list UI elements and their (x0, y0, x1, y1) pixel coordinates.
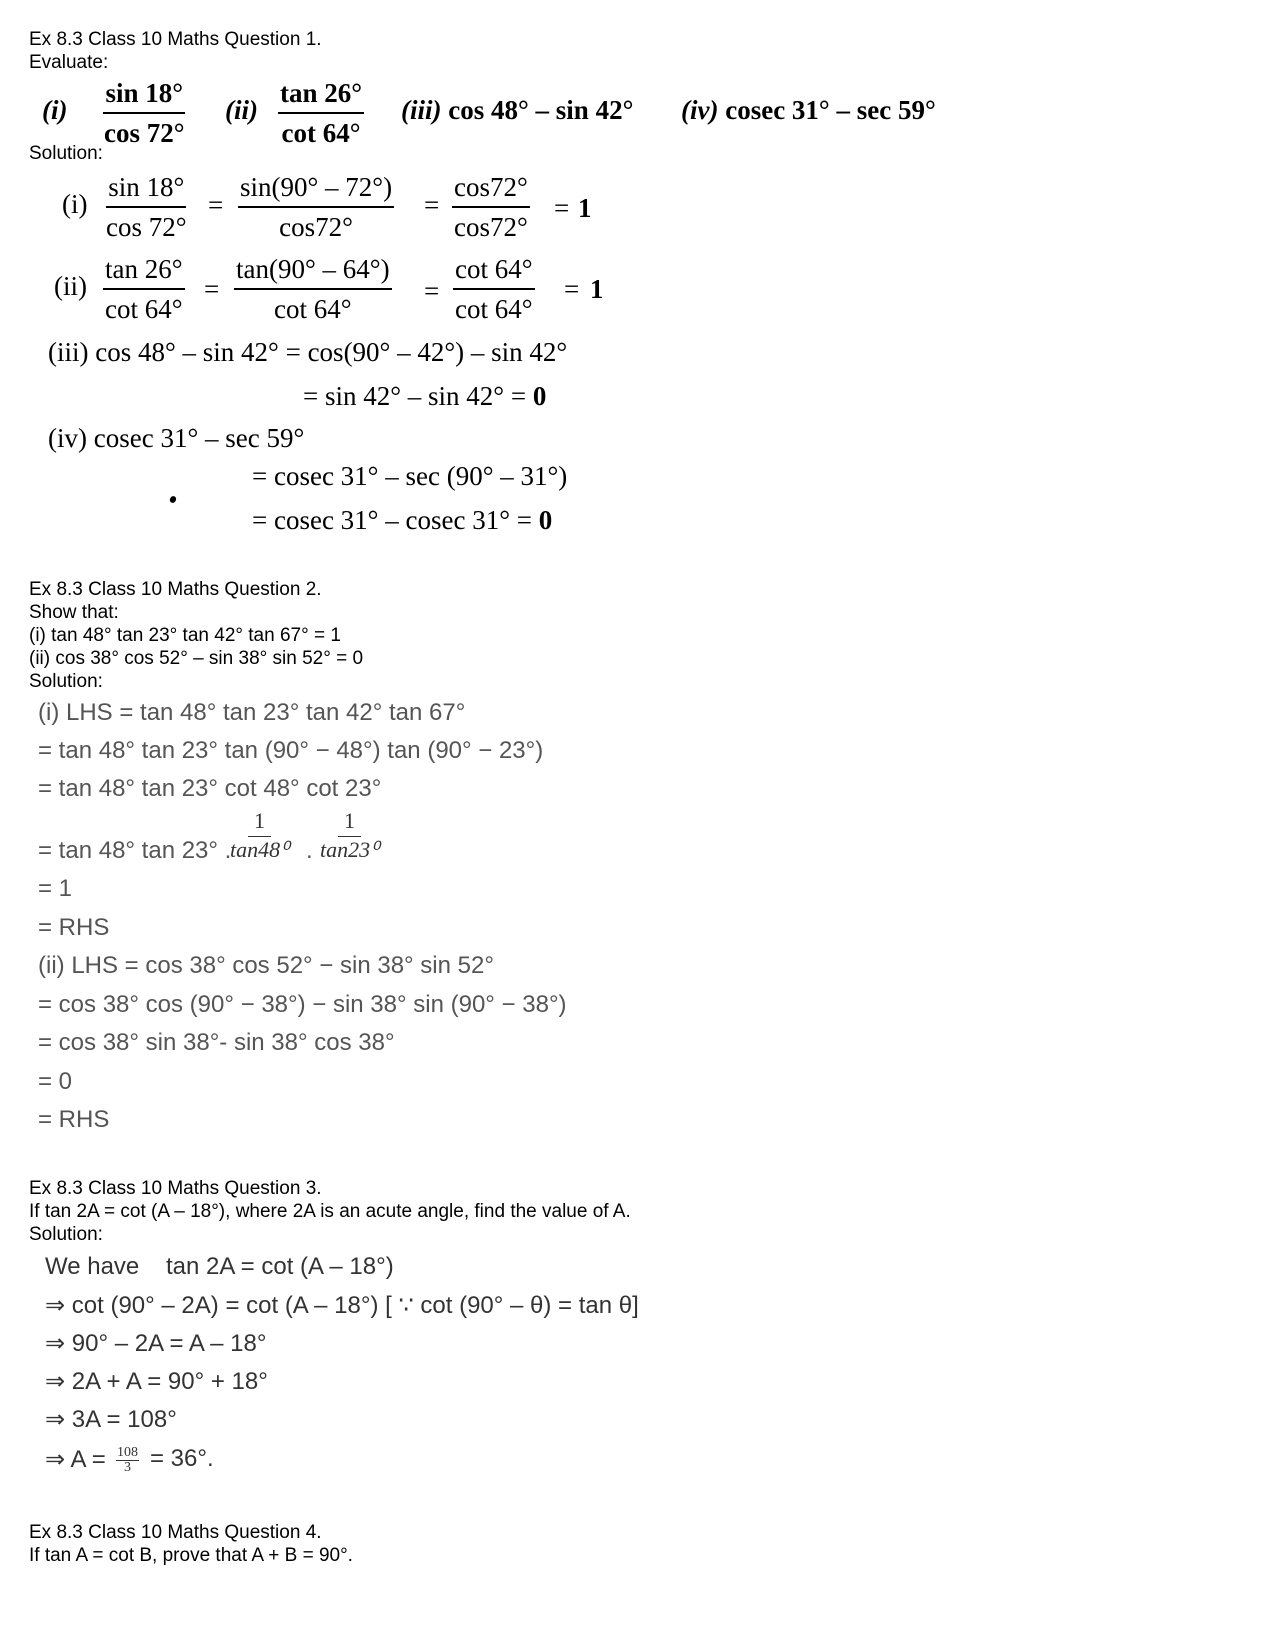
q2-frac-1-num: 1 (248, 808, 271, 837)
q2-prompt: Show that: (29, 602, 119, 623)
q1-part-ii-label: (ii) (225, 95, 258, 125)
q2-line-2: = tan 48° tan 23° tan (90° − 48°) tan (90° − 23°) (38, 737, 544, 764)
q2-frac-2 (314, 808, 385, 863)
q1-part-i-fraction (102, 78, 187, 149)
q1-sol-ii-frac2 (234, 254, 392, 325)
q1-part-i-label: (i) (42, 95, 68, 125)
q1-part-i-den: cos 72° (104, 118, 185, 148)
q1-sol-i-result: 1 (578, 193, 592, 223)
q1-sol-i-frac1-num: sin 18° (106, 172, 186, 208)
q1-sol-iii-label: (iii) (48, 337, 89, 367)
q1-sol-ii-eq2: = (424, 276, 440, 306)
q1-sol-iv-line3-text: = cosec 31° – cosec 31° = (252, 505, 532, 535)
q1-sol-i-frac2-num: sin(90° – 72°) (238, 172, 394, 208)
q1-sol-i-frac1 (104, 172, 189, 243)
q2-frac-1 (224, 808, 295, 863)
q1-part-ii-den: cot 64° (281, 118, 361, 148)
q1-sol-i-frac2 (238, 172, 394, 243)
q1-sol-iv-line2: = cosec 31° – sec (90° – 31°) (252, 461, 568, 491)
q1-part-iv-label: (iv) (681, 95, 719, 125)
q3-line-3: ⇒ 90° – 2A = A – 18° (45, 1330, 267, 1357)
q1-part-iii-expr: cos 48° – sin 42° (448, 95, 634, 125)
q2-frac-2-num: 1 (338, 808, 361, 837)
ink-speck (169, 495, 178, 504)
q3-solution-label: Solution: (29, 1224, 103, 1245)
q1-sol-i-frac3-num: cos72° (452, 172, 530, 208)
q2-frac-1-den: tan48⁰ (230, 837, 289, 862)
q2-part-i: (i) tan 48° tan 23° tan 42° tan 67° = 1 (29, 625, 341, 646)
q1-solution-label: Solution: (29, 143, 103, 164)
q1-part-iv (681, 95, 936, 126)
q3-line-6-suffix: = 36°. (150, 1445, 214, 1472)
q1-part-iv-expr: cosec 31° – sec 59° (725, 95, 936, 125)
q1-title: Ex 8.3 Class 10 Maths Question 1. (29, 29, 322, 50)
q3-frac-num: 108 (117, 1445, 138, 1460)
q3-prompt: If tan 2A = cot (A – 18°), where 2A is an acute angle, find the value of A. (29, 1201, 631, 1222)
q1-part-ii-fraction (278, 78, 364, 149)
q2-line-11: = RHS (38, 1106, 110, 1133)
q2-line-3: = tan 48° tan 23° cot 48° cot 23° (38, 775, 382, 802)
q3-line-6-prefix: ⇒ A = (45, 1446, 106, 1473)
q3-line-6-fraction (116, 1446, 139, 1475)
q1-sol-i-frac2-den: cos72° (279, 212, 353, 242)
q1-sol-ii-frac1-den: cot 64° (105, 294, 183, 324)
q4-prompt: If tan A = cot B, prove that A + B = 90°. (29, 1545, 353, 1566)
q2-line-9: = cos 38° sin 38°- sin 38° cos 38° (38, 1029, 395, 1056)
q1-sol-i-frac1-den: cos 72° (106, 212, 187, 242)
q1-sol-i-eq3: = (554, 193, 570, 223)
q1-sol-iii-line2 (303, 381, 546, 412)
q3-line-5: ⇒ 3A = 108° (45, 1406, 177, 1433)
q2-solution-label: Solution: (29, 671, 103, 692)
q1-sol-ii-eq3: = (564, 274, 580, 304)
q4-title: Ex 8.3 Class 10 Maths Question 4. (29, 1522, 322, 1543)
q1-sol-iv-label: (iv) (48, 423, 87, 453)
q1-sol-i-frac3-den: cos72° (454, 212, 528, 242)
q2-line-4: = tan 48° tan 23° . (38, 837, 232, 864)
q2-title: Ex 8.3 Class 10 Maths Question 2. (29, 579, 322, 600)
q2-line-5: = 1 (38, 875, 73, 902)
q1-sol-ii-eq1: = (204, 274, 220, 304)
q1-sol-i-eq1: = (208, 190, 224, 220)
q2-frac-2-den: tan23⁰ (320, 837, 379, 862)
q1-sol-ii-frac2-den: cot 64° (274, 294, 352, 324)
q1-sol-i-frac3 (452, 172, 530, 243)
q1-sol-iii-line2-text: = sin 42° – sin 42° = (303, 381, 527, 411)
q1-sol-ii-label: (ii) (54, 271, 87, 301)
q1-sol-ii-frac1 (103, 254, 185, 325)
q1-sol-ii-result: 1 (590, 274, 604, 304)
q1-sol-ii-frac3 (453, 254, 535, 325)
q2-dot: . (306, 837, 313, 864)
q3-line-4: ⇒ 2A + A = 90° + 18° (45, 1368, 268, 1395)
q1-sol-iii-line1 (48, 337, 567, 368)
q1-sol-iv-line1 (48, 423, 304, 454)
q2-line-6: = RHS (38, 914, 110, 941)
q1-sol-ii-frac1-num: tan 26° (103, 254, 185, 290)
q3-title: Ex 8.3 Class 10 Maths Question 3. (29, 1178, 322, 1199)
q1-sol-iii-result: 0 (532, 381, 547, 411)
q1-sol-iv-expr: cosec 31° – sec 59° (93, 423, 305, 453)
q3-frac-den: 3 (124, 1460, 131, 1475)
q1-sol-ii-frac2-num: tan(90° – 64°) (234, 254, 392, 290)
q2-line-10: = 0 (38, 1068, 73, 1095)
q2-part-ii: (ii) cos 38° cos 52° – sin 38° sin 52° = 0 (29, 648, 364, 669)
q1-part-iii-label: (iii) (401, 95, 442, 125)
q1-prompt: Evaluate: (29, 52, 109, 73)
q2-line-7: (ii) LHS = cos 38° cos 52° − sin 38° sin 52° (38, 952, 494, 979)
q1-sol-ii-frac3-den: cot 64° (455, 294, 533, 324)
q3-line-2: ⇒ cot (90° – 2A) = cot (A – 18°) [ ∵ cot (90° – θ) = tan θ] (45, 1292, 639, 1319)
q1-sol-i-label: (i) (62, 189, 88, 219)
q1-part-i-num: sin 18° (103, 78, 185, 114)
q1-sol-i-eq2: = (424, 190, 440, 220)
q1-part-iii (401, 95, 633, 126)
q2-line-8: = cos 38° cos (90° − 38°) − sin 38° sin (90° − 38°) (38, 991, 567, 1018)
q3-line-1: We have tan 2A = cot (A – 18°) (45, 1253, 394, 1280)
q1-sol-iii-expr: cos 48° – sin 42° = cos(90° – 42°) – sin 42° (95, 337, 568, 367)
q1-part-ii-num: tan 26° (278, 78, 364, 114)
q1-sol-iv-result: 0 (538, 505, 553, 535)
q1-sol-iv-line3 (252, 505, 552, 536)
q1-sol-ii-frac3-num: cot 64° (453, 254, 535, 290)
q2-line-1: (i) LHS = tan 48° tan 23° tan 42° tan 67° (38, 699, 466, 726)
